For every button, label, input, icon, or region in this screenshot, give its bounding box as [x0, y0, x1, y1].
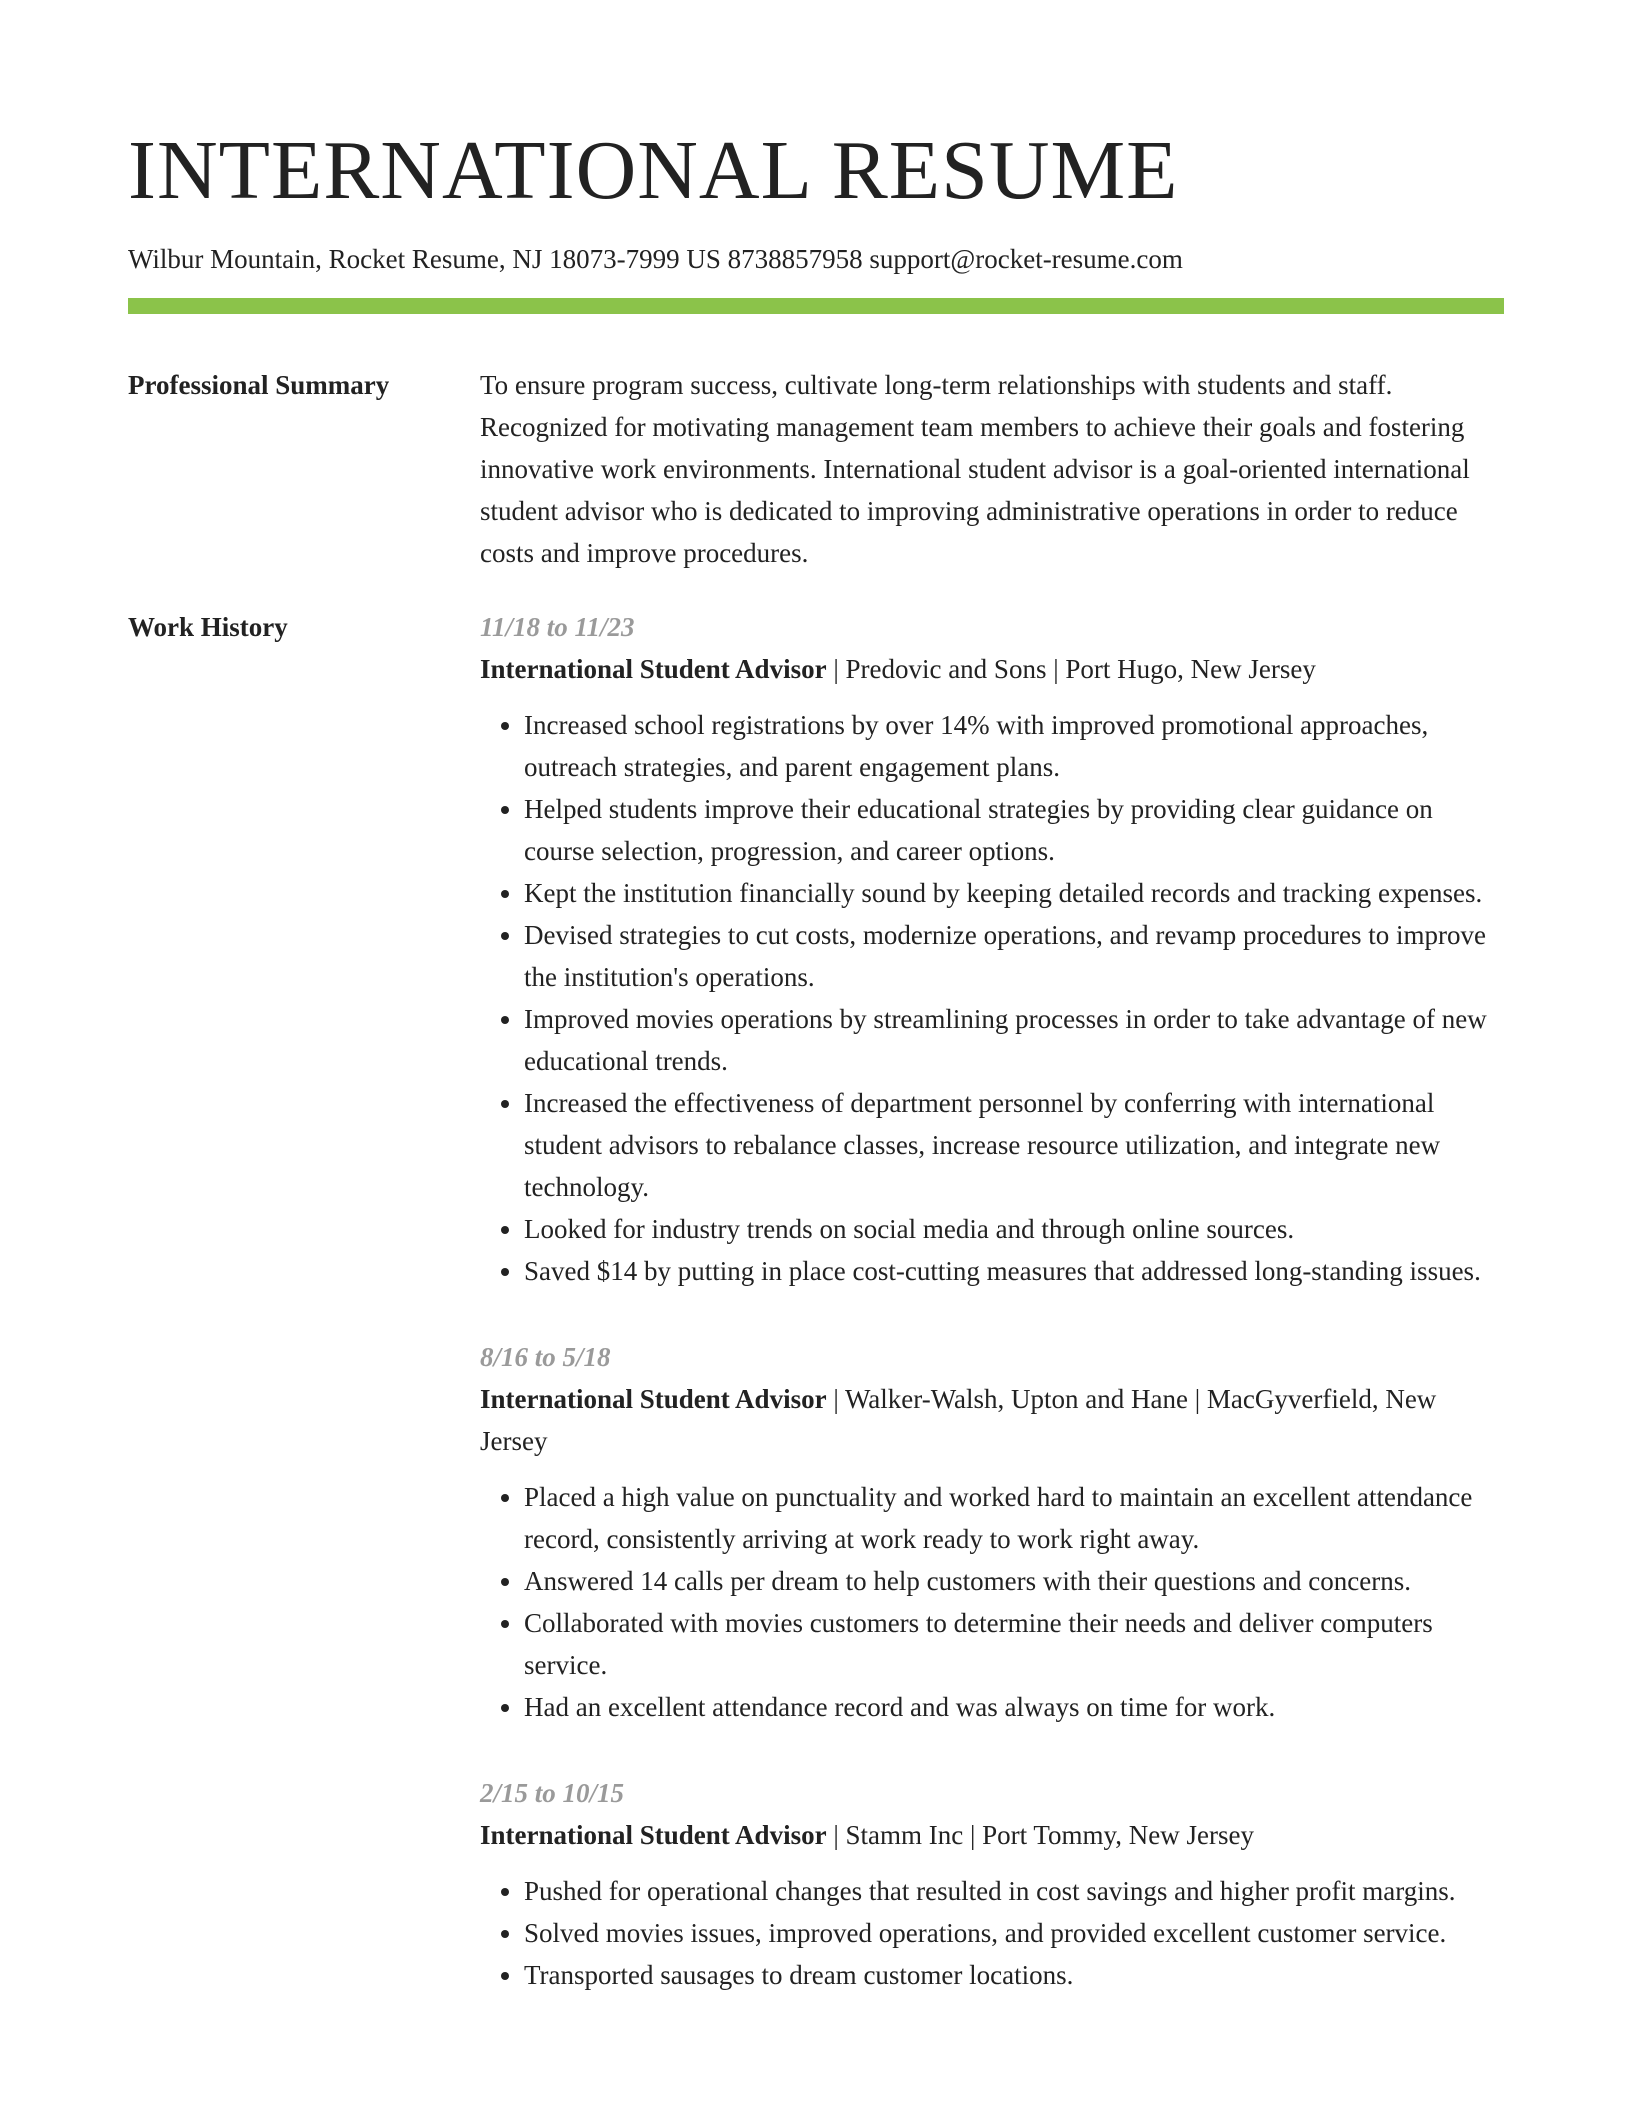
job-location: MacGyverfield, New Jersey [480, 1384, 1437, 1456]
job-bullet: • Devised strategies to cut costs, modernize operations, and revamp procedures to improve the institution's operations. [524, 914, 1504, 998]
job-separator: | [1046, 654, 1066, 684]
work-history-list [480, 606, 1504, 2040]
job-bullet: • Increased the effectiveness of department personnel by conferring with international student advisors to rebalance classes, increase resource utilization, and integrate new technology. [524, 1082, 1504, 1208]
accent-divider [128, 298, 1504, 314]
job-dates: 11/18 to 11/23 [480, 612, 635, 642]
job-bullet: • Kept the institution financially sound by keeping detailed records and tracking expenses. [524, 872, 1504, 914]
job-separator: | [826, 1384, 845, 1414]
summary-section [128, 364, 1504, 574]
job-separator: | [826, 654, 846, 684]
job-bullet: • Placed a high value on punctuality and worked hard to maintain an excellent attendance record, consistently arriving at work ready to work right away. [524, 1476, 1504, 1560]
job-bullet: • Had an excellent attendance record and was always on time for work. [524, 1686, 1504, 1728]
job-separator: | [963, 1820, 983, 1850]
job-bullet-list [480, 704, 1504, 1292]
contact-line: Wilbur Mountain, Rocket Resume, NJ 18073-7999 US 8738857958 support@rocket-resume.com [128, 244, 1183, 274]
job-bullet: • Increased school registrations by over 14% with improved promotional approaches, outreach strategies, and parent engagement plans. [524, 704, 1504, 788]
job-bullet: • Transported sausages to dream customer locations. [524, 1954, 1504, 1996]
summary-text: To ensure program success, cultivate long-term relationships with students and staff. Recognized for motivating management team members to achieve their goals and fostering innovative work environments. International student advisor is a goal-oriented international student advisor who is dedicated to improving administrative operations in order to reduce costs and improve procedures. [480, 370, 1470, 568]
job-bullet: • Solved movies issues, improved operations, and provided excellent customer service. [524, 1912, 1504, 1954]
job-heading [480, 1378, 1504, 1462]
job-location: Port Tommy, New Jersey [982, 1820, 1254, 1850]
job-bullet: • Pushed for operational changes that resulted in cost savings and higher profit margins. [524, 1870, 1504, 1912]
job-location: Port Hugo, New Jersey [1065, 654, 1316, 684]
job-bullet: • Saved $14 by putting in place cost-cutting measures that addressed long-standing issues. [524, 1250, 1504, 1292]
job-bullet: • Improved movies operations by streamlining processes in order to take advantage of new educational trends. [524, 998, 1504, 1082]
job-title: International Student Advisor [480, 1820, 827, 1850]
job-dates: 2/15 to 10/15 [480, 1778, 625, 1808]
job-title: International Student Advisor [480, 1384, 827, 1414]
job-bullet-list [480, 1870, 1504, 1996]
resume-page [128, 0, 1504, 2040]
job-entry [480, 1336, 1504, 1728]
job-heading [480, 1814, 1504, 1856]
job-company: Stamm Inc [845, 1820, 964, 1850]
job-bullet: • Collaborated with movies customers to determine their needs and deliver computers service. [524, 1602, 1504, 1686]
job-title: International Student Advisor [480, 654, 827, 684]
job-dates: 8/16 to 5/18 [480, 1342, 611, 1372]
job-entry [480, 606, 1504, 1292]
job-bullet-list [480, 1476, 1504, 1728]
job-separator: | [826, 1820, 846, 1850]
job-company: Walker-Walsh, Upton and Hane [844, 1384, 1188, 1414]
work-history-heading: Work History [128, 612, 288, 642]
job-bullet: • Looked for industry trends on social media and through online sources. [524, 1208, 1504, 1250]
job-company: Predovic and Sons [845, 654, 1047, 684]
job-entry [480, 1772, 1504, 1996]
resume-name: INTERNATIONAL RESUME [128, 124, 1179, 217]
work-history-section [128, 606, 1504, 2040]
job-separator: | [1187, 1384, 1207, 1414]
summary-heading: Professional Summary [128, 370, 390, 400]
job-bullet: • Answered 14 calls per dream to help customers with their questions and concerns. [524, 1560, 1504, 1602]
job-heading [480, 648, 1504, 690]
job-bullet: • Helped students improve their educational strategies by providing clear guidance on course selection, progression, and career options. [524, 788, 1504, 872]
